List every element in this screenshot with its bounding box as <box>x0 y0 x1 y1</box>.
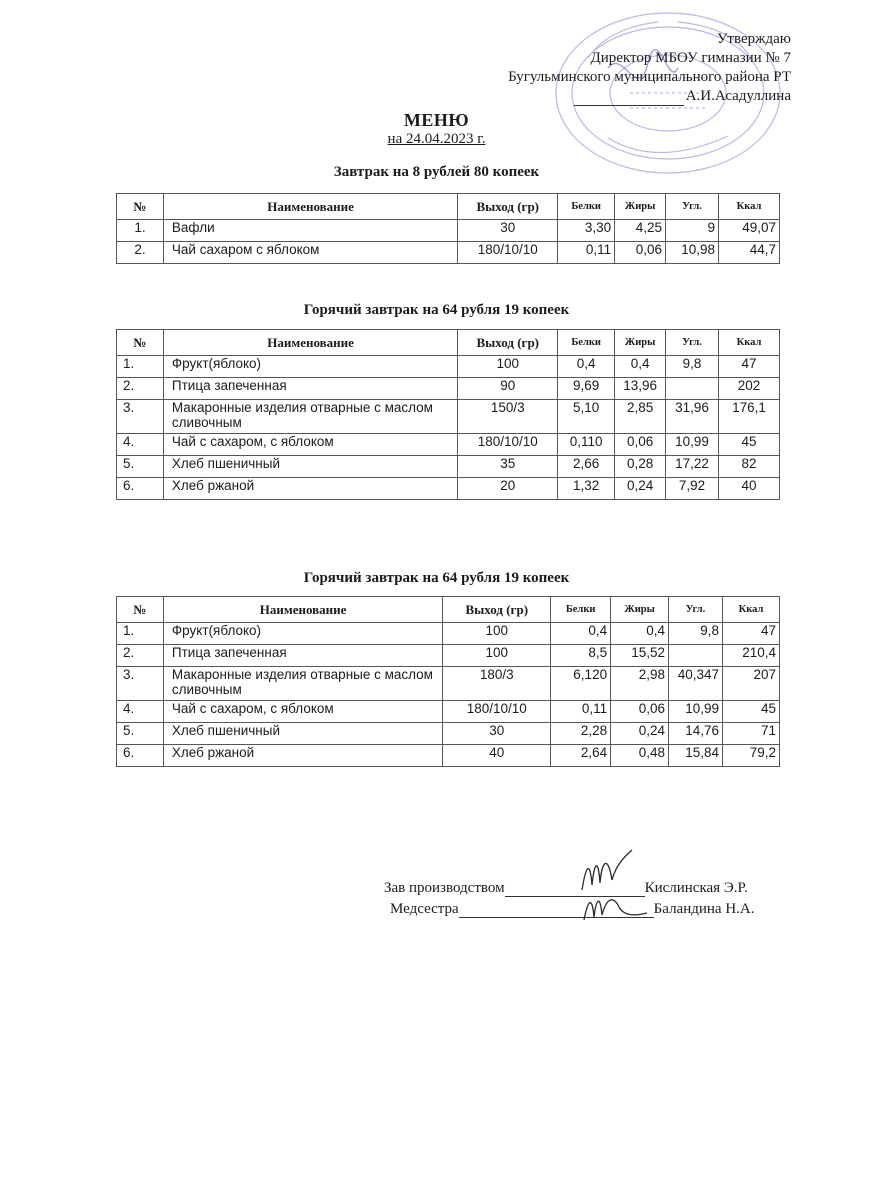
cell-number: 1. <box>117 220 164 242</box>
cell-carbs: 15,84 <box>669 745 723 767</box>
col-carbs: Угл. <box>669 597 723 623</box>
cell-protein: 0,4 <box>558 356 615 378</box>
table-row <box>117 645 780 667</box>
cell-protein: 0,11 <box>551 701 611 723</box>
cell-carbs: 10,98 <box>666 242 719 264</box>
section-heading-1: Завтрак на 8 рублей 80 копеек <box>333 164 540 180</box>
cell-fat: 0,24 <box>611 723 669 745</box>
cell-protein: 2,64 <box>551 745 611 767</box>
cell-carbs: 10,99 <box>666 434 719 456</box>
menu-table-3 <box>116 596 780 767</box>
col-output: Выход (гр) <box>458 194 558 220</box>
cell-name: Птица запеченная <box>163 378 457 400</box>
cell-output: 180/10/10 <box>458 242 558 264</box>
cell-carbs: 9,8 <box>666 356 719 378</box>
cell-fat: 15,52 <box>611 645 669 667</box>
cell-kcal: 207 <box>723 667 780 701</box>
cell-carbs: 40,347 <box>669 667 723 701</box>
cell-kcal: 202 <box>719 378 780 400</box>
cell-fat: 2,98 <box>611 667 669 701</box>
signature-blank <box>459 903 654 918</box>
cell-kcal: 40 <box>719 478 780 500</box>
col-number: № <box>117 597 164 623</box>
cell-carbs: 10,99 <box>669 701 723 723</box>
table-row <box>117 701 780 723</box>
school-district: Бугульминского муниципального района РТ <box>508 69 791 85</box>
cell-fat: 0,06 <box>615 242 666 264</box>
cell-number: 3. <box>117 400 164 434</box>
cell-protein: 0,11 <box>558 242 615 264</box>
signature-name: Кислинская Э.Р. <box>644 880 748 896</box>
col-name: Наименование <box>163 194 457 220</box>
cell-fat: 0,24 <box>615 478 666 500</box>
director-name: А.И.Асадуллина <box>685 88 791 104</box>
cell-protein: 0,110 <box>558 434 615 456</box>
col-output: Выход (гр) <box>458 330 558 356</box>
cell-protein: 0,4 <box>551 623 611 645</box>
cell-number: 2. <box>117 645 164 667</box>
cell-name: Вафли <box>163 220 457 242</box>
page-title: МЕНЮ <box>403 110 470 130</box>
cell-name: Фрукт(яблоко) <box>163 623 442 645</box>
cell-protein: 2,28 <box>551 723 611 745</box>
col-protein: Белки <box>551 597 611 623</box>
signature-blank <box>505 882 645 897</box>
approval-block <box>508 30 791 106</box>
table-row <box>117 400 780 434</box>
cell-name: Хлеб ржаной <box>163 745 442 767</box>
table-row <box>117 242 780 264</box>
table-header <box>117 194 780 220</box>
menu-table-1 <box>116 193 780 264</box>
cell-number: 5. <box>117 723 164 745</box>
cell-name: Чай с сахаром, с яблоком <box>163 701 442 723</box>
cell-output: 100 <box>458 356 558 378</box>
cell-output: 180/3 <box>443 667 551 701</box>
cell-output: 35 <box>458 456 558 478</box>
section-heading-2: Горячий завтрак на 64 рубля 19 копеек <box>303 302 570 318</box>
cell-output: 30 <box>443 723 551 745</box>
cell-kcal: 49,07 <box>719 220 780 242</box>
cell-fat: 0,06 <box>611 701 669 723</box>
cell-protein: 6,120 <box>551 667 611 701</box>
cell-kcal: 47 <box>719 356 780 378</box>
col-fat: Жиры <box>611 597 669 623</box>
cell-number: 2. <box>117 242 164 264</box>
signature-nurse <box>390 901 755 918</box>
cell-kcal: 82 <box>719 456 780 478</box>
cell-carbs: 9,8 <box>669 623 723 645</box>
col-protein: Белки <box>558 330 615 356</box>
cell-carbs <box>669 645 723 667</box>
cell-number: 3. <box>117 667 164 701</box>
cell-protein: 2,66 <box>558 456 615 478</box>
cell-number: 6. <box>117 478 164 500</box>
cell-kcal: 176,1 <box>719 400 780 434</box>
cell-fat: 0,4 <box>611 623 669 645</box>
cell-name: Чай сахаром с яблоком <box>163 242 457 264</box>
cell-number: 5. <box>117 456 164 478</box>
signature-blank <box>574 91 684 106</box>
section-heading-3: Горячий завтрак на 64 рубля 19 копеек <box>303 570 570 586</box>
cell-name: Хлеб пшеничный <box>163 456 457 478</box>
table-row <box>117 667 780 701</box>
cell-output: 40 <box>443 745 551 767</box>
col-carbs: Угл. <box>666 194 719 220</box>
table-header <box>117 597 780 623</box>
cell-number: 1. <box>117 623 164 645</box>
cell-name: Чай с сахаром, с яблоком <box>163 434 457 456</box>
cell-carbs: 17,22 <box>666 456 719 478</box>
table-row <box>117 723 780 745</box>
cell-carbs <box>666 378 719 400</box>
col-protein: Белки <box>558 194 615 220</box>
col-name: Наименование <box>163 330 457 356</box>
cell-kcal: 47 <box>723 623 780 645</box>
signature-role: Медсестра <box>390 901 459 917</box>
cell-name: Хлеб пшеничный <box>163 723 442 745</box>
cell-protein: 3,30 <box>558 220 615 242</box>
cell-carbs: 7,92 <box>666 478 719 500</box>
cell-output: 20 <box>458 478 558 500</box>
cell-protein: 9,69 <box>558 378 615 400</box>
cell-name: Птица запеченная <box>163 645 442 667</box>
cell-kcal: 44,7 <box>719 242 780 264</box>
cell-fat: 0,48 <box>611 745 669 767</box>
cell-output: 90 <box>458 378 558 400</box>
cell-output: 30 <box>458 220 558 242</box>
approve-label: Утверждаю <box>716 31 791 47</box>
col-fat: Жиры <box>615 330 666 356</box>
col-carbs: Угл. <box>666 330 719 356</box>
table-row <box>117 220 780 242</box>
menu-table-2 <box>116 329 780 500</box>
cell-fat: 0,28 <box>615 456 666 478</box>
director-signature-line <box>508 87 791 106</box>
cell-protein: 1,32 <box>558 478 615 500</box>
cell-kcal: 71 <box>723 723 780 745</box>
table-row <box>117 356 780 378</box>
cell-kcal: 210,4 <box>723 645 780 667</box>
col-kcal: Ккал <box>719 330 780 356</box>
cell-carbs: 31,96 <box>666 400 719 434</box>
table-row <box>117 478 780 500</box>
col-output: Выход (гр) <box>443 597 551 623</box>
signature-name: Баландина Н.А. <box>653 901 755 917</box>
director-position: Директор МБОУ гимназии № 7 <box>590 50 791 66</box>
col-number: № <box>117 330 164 356</box>
table-row <box>117 745 780 767</box>
cell-name: Фрукт(яблоко) <box>163 356 457 378</box>
cell-fat: 0,06 <box>615 434 666 456</box>
col-fat: Жиры <box>615 194 666 220</box>
cell-fat: 4,25 <box>615 220 666 242</box>
cell-protein: 8,5 <box>551 645 611 667</box>
cell-protein: 5,10 <box>558 400 615 434</box>
col-kcal: Ккал <box>719 194 780 220</box>
cell-name: Макаронные изделия отварные с маслом сливочным <box>163 667 442 701</box>
menu-date: на 24.04.2023 г. <box>387 131 486 147</box>
table-row <box>117 378 780 400</box>
col-name: Наименование <box>163 597 442 623</box>
cell-carbs: 9 <box>666 220 719 242</box>
cell-output: 150/3 <box>458 400 558 434</box>
table-row <box>117 623 780 645</box>
cell-fat: 0,4 <box>615 356 666 378</box>
cell-number: 2. <box>117 378 164 400</box>
cell-number: 4. <box>117 434 164 456</box>
cell-fat: 13,96 <box>615 378 666 400</box>
signature-production <box>384 880 748 897</box>
table-row <box>117 456 780 478</box>
cell-kcal: 79,2 <box>723 745 780 767</box>
cell-output: 100 <box>443 623 551 645</box>
signature-role: Зав производством <box>384 880 505 896</box>
cell-output: 180/10/10 <box>443 701 551 723</box>
cell-carbs: 14,76 <box>669 723 723 745</box>
cell-number: 1. <box>117 356 164 378</box>
cell-number: 4. <box>117 701 164 723</box>
cell-output: 100 <box>443 645 551 667</box>
table-row <box>117 434 780 456</box>
cell-number: 6. <box>117 745 164 767</box>
cell-output: 180/10/10 <box>458 434 558 456</box>
cell-name: Макаронные изделия отварные с маслом сливочным <box>163 400 457 434</box>
table-header <box>117 330 780 356</box>
cell-fat: 2,85 <box>615 400 666 434</box>
cell-kcal: 45 <box>719 434 780 456</box>
col-kcal: Ккал <box>723 597 780 623</box>
cell-name: Хлеб ржаной <box>163 478 457 500</box>
cell-kcal: 45 <box>723 701 780 723</box>
col-number: № <box>117 194 164 220</box>
